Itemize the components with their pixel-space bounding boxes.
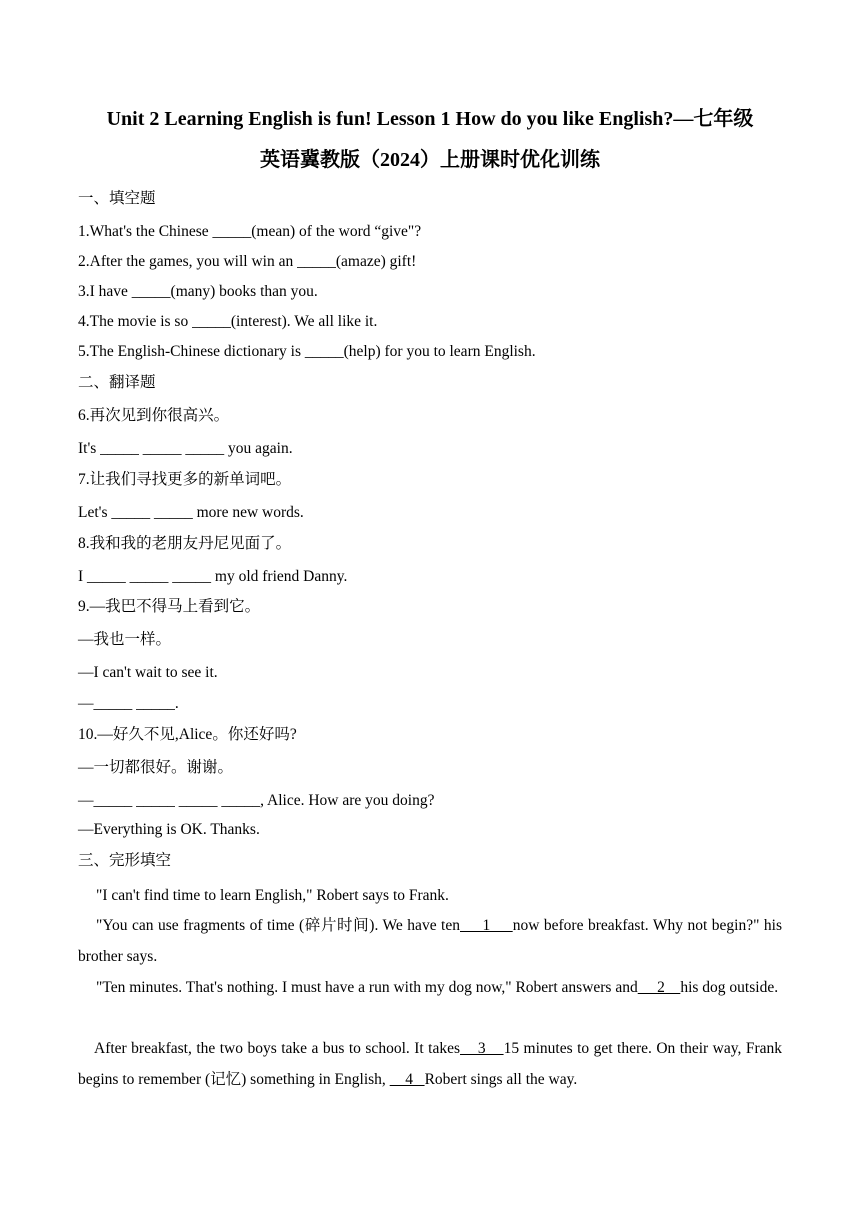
cloze-text: After breakfast, the two boys take a bus to school. It takes — [94, 1040, 461, 1057]
cloze-blank-2: 2 — [637, 979, 681, 996]
section-heading-cloze: 三、完形填空 — [78, 852, 172, 869]
cloze-text: now before breakfast. Why not begin?" his brother says. — [78, 917, 782, 965]
question-7-english: Let's _____ _____ more new words. — [78, 504, 304, 521]
cloze-text: Robert sings all the way. — [424, 1071, 578, 1088]
cloze-paragraph-3 — [78, 972, 782, 1003]
question-10-english-a: —_____ _____ _____ _____, Alice. How are you doing? — [78, 792, 435, 809]
section-heading-fill-blanks: 一、填空题 — [78, 190, 156, 207]
cloze-paragraph-4 — [78, 1033, 782, 1095]
question-10-chinese-a: 10.—好久不见,Alice。你还好吗? — [78, 726, 297, 743]
question-1: 1.What's the Chinese _____(mean) of the word “give"? — [78, 223, 422, 240]
question-9-chinese-a: 9.—我巴不得马上看到它。 — [78, 598, 261, 615]
question-8-chinese: 8.我和我的老朋友丹尼见面了。 — [78, 535, 292, 552]
question-5: 5.The English-Chinese dictionary is _____(help) for you to learn English. — [78, 343, 536, 360]
page-title-line-2: 英语冀教版（2024）上册课时优化训练 — [260, 149, 600, 171]
question-9-english-b: —_____ _____. — [78, 695, 179, 712]
cloze-text: 15 minutes to get there. On their way, Frank begins to remember (记忆) something in English, — [78, 1040, 782, 1088]
question-2: 2.After the games, you will win an _____(amaze) gift! — [78, 253, 417, 270]
cloze-blank-1: 1 — [460, 917, 513, 934]
cloze-paragraph-2 — [78, 910, 782, 972]
question-9-chinese-b: —我也一样。 — [78, 631, 172, 648]
question-10-chinese-b: —一切都很好。谢谢。 — [78, 759, 234, 776]
question-3: 3.I have _____(many) books than you. — [78, 283, 318, 300]
question-10-english-b: —Everything is OK. Thanks. — [78, 821, 260, 838]
cloze-text: his dog outside. — [680, 979, 779, 996]
section-heading-translation: 二、翻译题 — [78, 374, 156, 391]
page-title-line-1: Unit 2 Learning English is fun! Lesson 1 How do you like English?—七年级 — [106, 108, 754, 130]
cloze-text: "You can use fragments of time (碎片时间). We have ten — [96, 917, 460, 934]
question-9-english-a: —I can't wait to see it. — [78, 664, 218, 681]
question-6-chinese: 6.再次见到你很高兴。 — [78, 407, 230, 424]
cloze-blank-4: 4 — [389, 1071, 425, 1088]
cloze-text: "Ten minutes. That's nothing. I must have a run with my dog now," Robert answers and — [96, 979, 638, 996]
cloze-paragraph-1: "I can't find time to learn English," Robert says to Frank. — [96, 887, 449, 904]
question-6-english: It's _____ _____ _____ you again. — [78, 440, 293, 457]
cloze-blank-3: 3 — [460, 1040, 504, 1057]
question-8-english: I _____ _____ _____ my old friend Danny. — [78, 568, 348, 585]
question-4: 4.The movie is so _____(interest). We all like it. — [78, 313, 378, 330]
question-7-chinese: 7.让我们寻找更多的新单词吧。 — [78, 471, 292, 488]
